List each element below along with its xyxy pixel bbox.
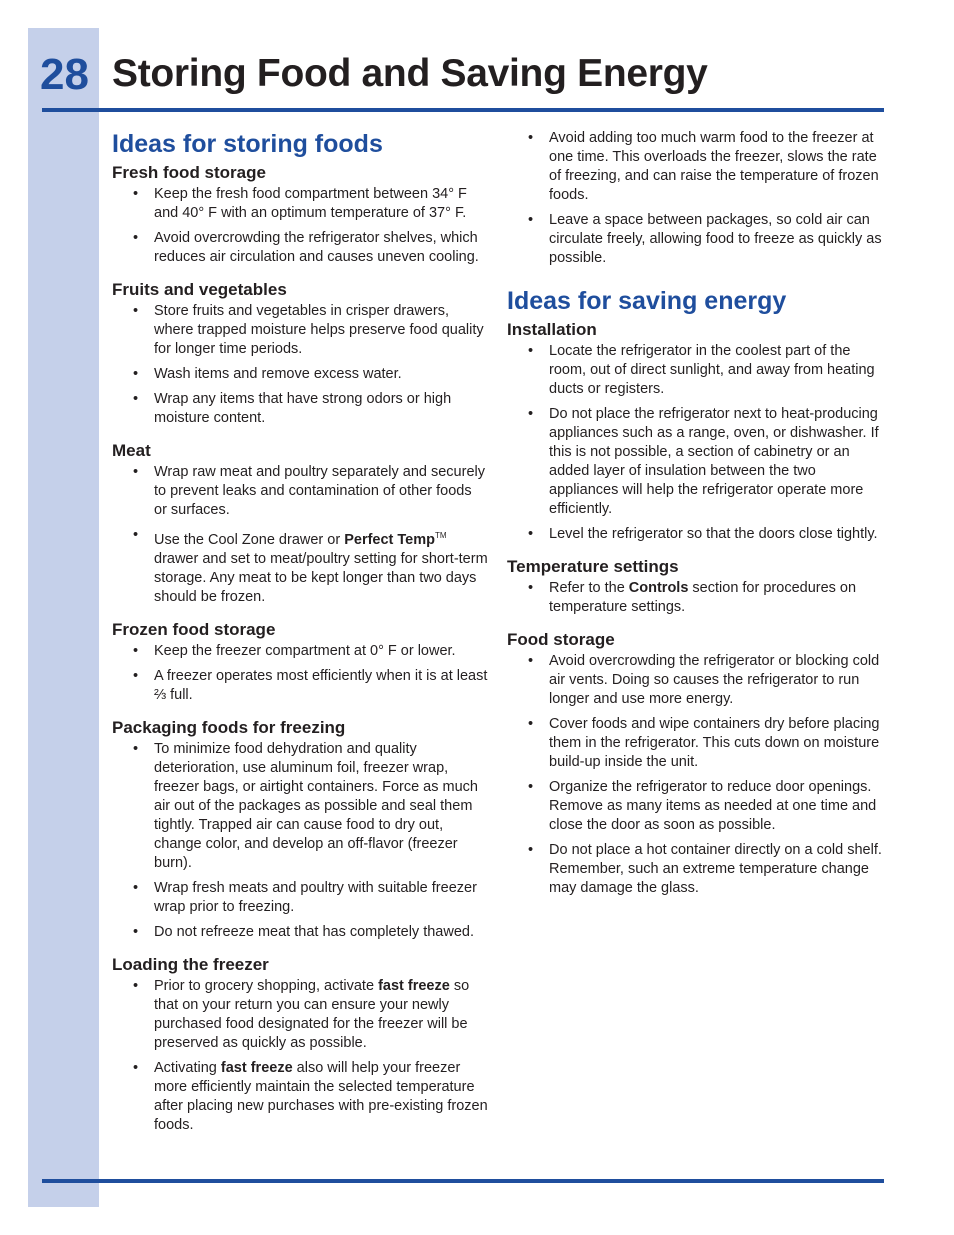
bullet-text: drawer and set to meat/poultry setting for short-term storage. Any meat to be kept longer than two days should be frozen. xyxy=(154,550,488,605)
bullet-item xyxy=(112,977,488,1053)
subheading-packaging-foods-for-freezing: Packaging foods for freezing xyxy=(112,717,346,737)
bullet-icon: • xyxy=(133,977,139,994)
section-heading-storing-foods: Ideas for storing foods xyxy=(112,130,383,158)
bullet-list-installation xyxy=(507,342,887,544)
bullet-item xyxy=(112,463,488,520)
page-number: 28 xyxy=(40,50,89,99)
bullet-item xyxy=(112,302,488,359)
bullet-emphasis: fast freeze xyxy=(378,977,450,994)
bullet-text: Avoid adding too much warm food to the freezer at one time. This overloads the freezer, slows the rate of freezing, and can raise the temperature of frozen foods. xyxy=(549,130,879,203)
bullet-icon: • xyxy=(133,230,139,246)
bullet-text: Wrap raw meat and poultry separately and securely to prevent leaks and contamination of other foods or surfaces. xyxy=(154,464,485,518)
bullet-icon: • xyxy=(133,527,139,543)
subheading-fruits-and-vegetables: Fruits and vegetables xyxy=(112,280,287,299)
bullet-item xyxy=(507,525,887,544)
bullet-text: Do not place a hot container directly on a cold shelf. Remember, such an extreme temperature change may damage the glass. xyxy=(549,842,882,896)
side-color-band xyxy=(28,28,99,1207)
bullet-icon: • xyxy=(528,343,534,359)
bullet-text: Avoid overcrowding the refrigerator or blocking cold air vents. Doing so causes the refrigerator to run longer and use more energy. xyxy=(549,653,880,707)
bullet-icon: • xyxy=(528,653,534,669)
section-heading-saving-energy: Ideas for saving energy xyxy=(507,287,787,315)
bullet-list-fresh-food-storage xyxy=(112,185,488,267)
bullet-text: Do not refreeze meat that has completely thawed. xyxy=(154,923,474,940)
bullet-text: Keep the fresh food compartment between 34° F and 40° F with an optimum temperature of 37° F. xyxy=(154,186,467,221)
subheading-installation: Installation xyxy=(507,320,597,339)
bullet-text: Do not place the refrigerator next to heat-producing appliances such as a range, oven, or dishwasher. If this is not possible, a section of cabinetry or an added layer of insulation between the two appliances will help the refrigerator operate more efficiently. xyxy=(549,406,879,517)
bullet-item xyxy=(507,579,887,617)
bullet-text: Prior to grocery shopping, activate xyxy=(154,977,379,994)
bullet-item xyxy=(112,923,488,942)
bullet-list-fruits-and-vegetables xyxy=(112,302,488,428)
bullet-text: Store fruits and vegetables in crisper drawers, where trapped moisture helps preserve food quality for longer time periods. xyxy=(154,303,484,357)
bullet-item xyxy=(507,342,887,399)
bullet-icon: • xyxy=(133,391,139,407)
bullet-text: so that on your return you can ensure your newly purchased food designated for the freezer will be preserved as quickly as possible. xyxy=(154,977,470,1051)
freezer-tips-continued xyxy=(507,129,887,268)
bullet-text: To minimize food dehydration and quality deterioration, use aluminum foil, freezer wrap, freezer bags, or airtight containers. Force as much air out of the packages as possible and seal them tightly. Trapped air can cause food to dry out, change color, and develop an off-flavor (freezer burn). xyxy=(154,740,478,871)
bullet-text: A freezer operates most efficiently when it is at least ⅔ full. xyxy=(154,667,488,703)
bullet-item xyxy=(507,405,887,519)
bullet-text: Activating xyxy=(154,1059,221,1076)
bullet-emphasis: Perfect Temp xyxy=(344,531,435,548)
bullet-icon: • xyxy=(528,406,534,422)
right-column xyxy=(507,126,887,898)
bullet-list-loading-the-freezer xyxy=(112,977,488,1135)
bullet-item xyxy=(507,778,887,835)
header-rule xyxy=(42,108,884,112)
bullet-icon: • xyxy=(133,879,139,896)
bullet-item xyxy=(507,841,887,898)
bullet-text: Use the Cool Zone drawer or xyxy=(154,531,345,548)
subheading-temperature-settings: Temperature settings xyxy=(507,557,679,576)
bullet-text: also will help your freezer more efficiently maintain the selected temperature after placing new purchases with pre-existing frozen foods. xyxy=(154,1059,488,1133)
bullet-text: section for procedures on temperature settings. xyxy=(549,580,857,615)
bullet-text: Refer to the xyxy=(549,580,629,596)
bullet-text: Leave a space between packages, so cold air can circulate freely, allowing food to freeze as quickly as possible. xyxy=(549,212,882,266)
bullet-text: Wrap any items that have strong odors or high moisture content. xyxy=(154,391,452,426)
bullet-item xyxy=(112,390,488,428)
bullet-icon: • xyxy=(133,464,139,480)
bullet-list-temperature-settings xyxy=(507,579,887,617)
left-column xyxy=(112,126,488,1135)
bullet-icon: • xyxy=(133,740,139,757)
footer-rule xyxy=(42,1179,884,1183)
bullet-text: Keep the freezer compartment at 0° F or lower. xyxy=(154,642,456,659)
bullet-item xyxy=(112,229,488,267)
bullet-text: Organize the refrigerator to reduce door openings. Remove as many items as needed at one time and close the door as soon as possible. xyxy=(549,779,877,833)
bullet-icon: • xyxy=(528,526,534,542)
subheading-fresh-food-storage: Fresh food storage xyxy=(112,163,266,182)
bullet-text: Locate the refrigerator in the coolest part of the room, out of direct sunlight, and away from heating ducts or registers. xyxy=(549,343,875,397)
bullet-item xyxy=(507,652,887,709)
bullet-icon: • xyxy=(528,716,534,732)
bullet-icon: • xyxy=(528,212,534,228)
bullet-text: Cover foods and wipe containers dry before placing them in the refrigerator. This cuts down on moisture build-up inside the unit. xyxy=(549,716,880,770)
subheading-loading-the-freezer: Loading the freezer xyxy=(112,954,269,974)
bullet-icon: • xyxy=(133,303,139,319)
bullet-item xyxy=(112,1059,488,1135)
bullet-list-food-storage xyxy=(507,652,887,898)
bullet-list-meat xyxy=(112,463,488,607)
bullet-text: Wrap fresh meats and poultry with suitable freezer wrap prior to freezing. xyxy=(154,879,477,915)
bullet-icon: • xyxy=(133,923,139,940)
subheading-food-storage: Food storage xyxy=(507,630,615,649)
bullet-icon: • xyxy=(133,186,139,202)
bullet-item xyxy=(112,667,488,705)
bullet-icon: • xyxy=(528,779,534,795)
bullet-list-packaging-foods-for-freezing xyxy=(112,740,488,942)
subheading-frozen-food-storage: Frozen food storage xyxy=(112,619,276,639)
bullet-item xyxy=(112,365,488,384)
bullet-item xyxy=(112,642,488,661)
bullet-icon: • xyxy=(133,1059,139,1076)
bullet-emphasis: Controls xyxy=(628,580,689,596)
bullet-text: Avoid overcrowding the refrigerator shelves, which reduces air circulation and causes uneven cooling. xyxy=(154,230,479,265)
bullet-item xyxy=(507,715,887,772)
bullet-item xyxy=(112,526,488,607)
bullet-item xyxy=(112,740,488,873)
trademark-mark: TM xyxy=(435,531,447,540)
bullet-text: Level the refrigerator so that the doors close tightly. xyxy=(549,526,878,542)
bullet-item xyxy=(507,129,887,205)
bullet-text: Wash items and remove excess water. xyxy=(154,366,402,382)
bullet-icon: • xyxy=(133,642,139,659)
subheading-meat: Meat xyxy=(112,441,151,460)
bullet-icon: • xyxy=(133,366,139,382)
bullet-icon: • xyxy=(133,667,139,684)
bullet-icon: • xyxy=(528,580,534,596)
bullet-item xyxy=(112,879,488,917)
bullet-item xyxy=(112,185,488,223)
bullet-list-frozen-food-storage xyxy=(112,642,488,705)
page-title: Storing Food and Saving Energy xyxy=(112,52,708,95)
bullet-item xyxy=(507,211,887,268)
bullet-icon: • xyxy=(528,130,534,146)
bullet-icon: • xyxy=(528,842,534,858)
bullet-emphasis: fast freeze xyxy=(220,1059,293,1076)
